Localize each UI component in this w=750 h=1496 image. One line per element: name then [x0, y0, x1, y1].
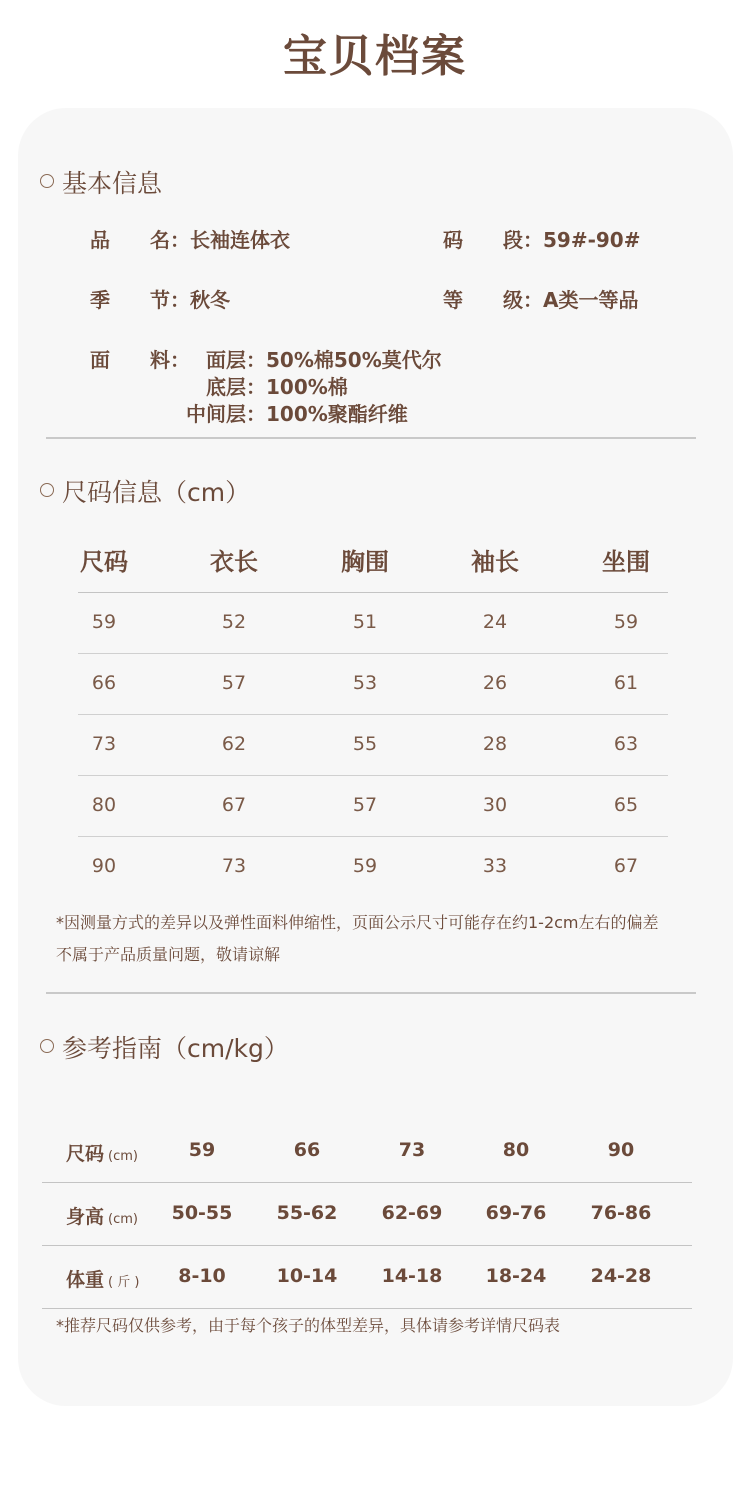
table-cell: 26	[482, 672, 508, 694]
reference-guide-table	[42, 1120, 692, 1309]
guide-row-label: 体重 ( 斤 )	[66, 1269, 140, 1291]
table-cell: 57	[221, 672, 247, 694]
code-value: 59#-90#	[543, 228, 641, 252]
size-info-heading	[40, 473, 250, 509]
name-field	[90, 224, 290, 253]
guide-cell: 24-28	[590, 1265, 652, 1287]
table-cell: 55	[352, 733, 378, 755]
table-cell: 59	[91, 611, 117, 633]
size-note-line: *因测量方式的差异以及弹性面料伸缩性，页面公示尺寸可能存在约1-2cm左右的偏差	[56, 913, 659, 932]
guide-cell: 73	[398, 1139, 426, 1161]
table-cell: 59	[352, 855, 378, 877]
guide-row-label: 身高 (cm)	[66, 1206, 138, 1228]
guide-cell: 55-62	[276, 1202, 338, 1224]
fabric-label: 面 料：	[90, 348, 190, 372]
basic-info-title: 基本信息	[62, 169, 163, 198]
guide-cell: 50-55	[171, 1202, 233, 1224]
header-cell: 尺码	[80, 548, 128, 576]
table-cell: 59	[613, 611, 639, 633]
guide-cell: 8-10	[178, 1265, 226, 1287]
fabric-line: 中间层：100%聚酯纤维	[186, 402, 408, 426]
guide-cell: 59	[188, 1139, 216, 1161]
grade-field	[443, 284, 638, 313]
guide-cell: 80	[502, 1139, 530, 1161]
guide-row	[42, 1183, 692, 1246]
name-label: 品 名：	[90, 228, 190, 252]
season-value: 秋冬	[190, 288, 230, 312]
header-cell: 袖长	[471, 548, 519, 576]
size-note-line: 不属于产品质量问题，敬请谅解	[56, 945, 281, 964]
table-cell: 80	[91, 794, 117, 816]
guide-row	[42, 1120, 692, 1183]
guide-cell: 18-24	[485, 1265, 547, 1287]
table-cell: 63	[613, 733, 639, 755]
size-table-header	[78, 534, 668, 593]
table-row	[78, 715, 668, 776]
table-cell: 61	[613, 672, 639, 694]
table-cell: 51	[352, 611, 378, 633]
table-cell: 66	[91, 672, 117, 694]
guide-cell: 90	[607, 1139, 635, 1161]
season-label: 季 节：	[90, 288, 190, 312]
table-cell: 33	[482, 855, 508, 877]
guide-cell: 62-69	[381, 1202, 443, 1224]
guide-cell: 66	[293, 1139, 321, 1161]
guide-cell: 76-86	[590, 1202, 652, 1224]
table-cell: 52	[221, 611, 247, 633]
guide-row-label: 尺码 (cm)	[66, 1143, 138, 1165]
page-title: 宝贝档案	[283, 31, 467, 82]
grade-value: A类一等品	[543, 288, 639, 312]
basic-info-heading	[40, 164, 162, 200]
table-row	[78, 593, 668, 654]
name-value: 长袖连体衣	[190, 228, 290, 252]
product-card	[18, 108, 733, 1406]
header-cell: 衣长	[210, 548, 258, 576]
table-cell: 57	[352, 794, 378, 816]
guide-note: *推荐尺码仅供参考，由于每个孩子的体型差异，具体请参考详情尺码表	[56, 1316, 561, 1335]
guide-heading	[40, 1029, 289, 1065]
guide-cell: 14-18	[381, 1265, 443, 1287]
table-cell: 30	[482, 794, 508, 816]
table-cell: 53	[352, 672, 378, 694]
table-cell: 73	[91, 733, 117, 755]
table-cell: 67	[613, 855, 639, 877]
guide-cell: 10-14	[276, 1265, 338, 1287]
table-cell: 24	[482, 611, 508, 633]
table-cell: 73	[221, 855, 247, 877]
fabric-line: 底层：100%棉	[206, 375, 348, 399]
table-cell: 90	[91, 855, 117, 877]
code-label: 码 段：	[443, 228, 543, 252]
season-field	[90, 284, 230, 313]
section-divider	[46, 437, 696, 439]
section-divider	[46, 992, 696, 994]
size-table	[78, 534, 668, 897]
table-row	[78, 776, 668, 837]
fabric-line: 面层：50%棉50%莫代尔	[206, 348, 442, 372]
grade-label: 等 级：	[443, 288, 543, 312]
table-row	[78, 654, 668, 715]
header-cell: 坐围	[602, 548, 650, 576]
circle-bullet-icon	[40, 1039, 54, 1053]
guide-title: 参考指南（cm/kg）	[62, 1034, 289, 1063]
code-field	[443, 224, 640, 253]
guide-cell: 69-76	[485, 1202, 547, 1224]
table-cell: 67	[221, 794, 247, 816]
table-cell: 65	[613, 794, 639, 816]
circle-bullet-icon	[40, 174, 54, 188]
size-info-title: 尺码信息（cm）	[62, 478, 251, 507]
guide-row	[42, 1246, 692, 1309]
table-cell: 62	[221, 733, 247, 755]
header-cell: 胸围	[341, 548, 389, 576]
circle-bullet-icon	[40, 483, 54, 497]
table-row	[78, 837, 668, 897]
table-cell: 28	[482, 733, 508, 755]
